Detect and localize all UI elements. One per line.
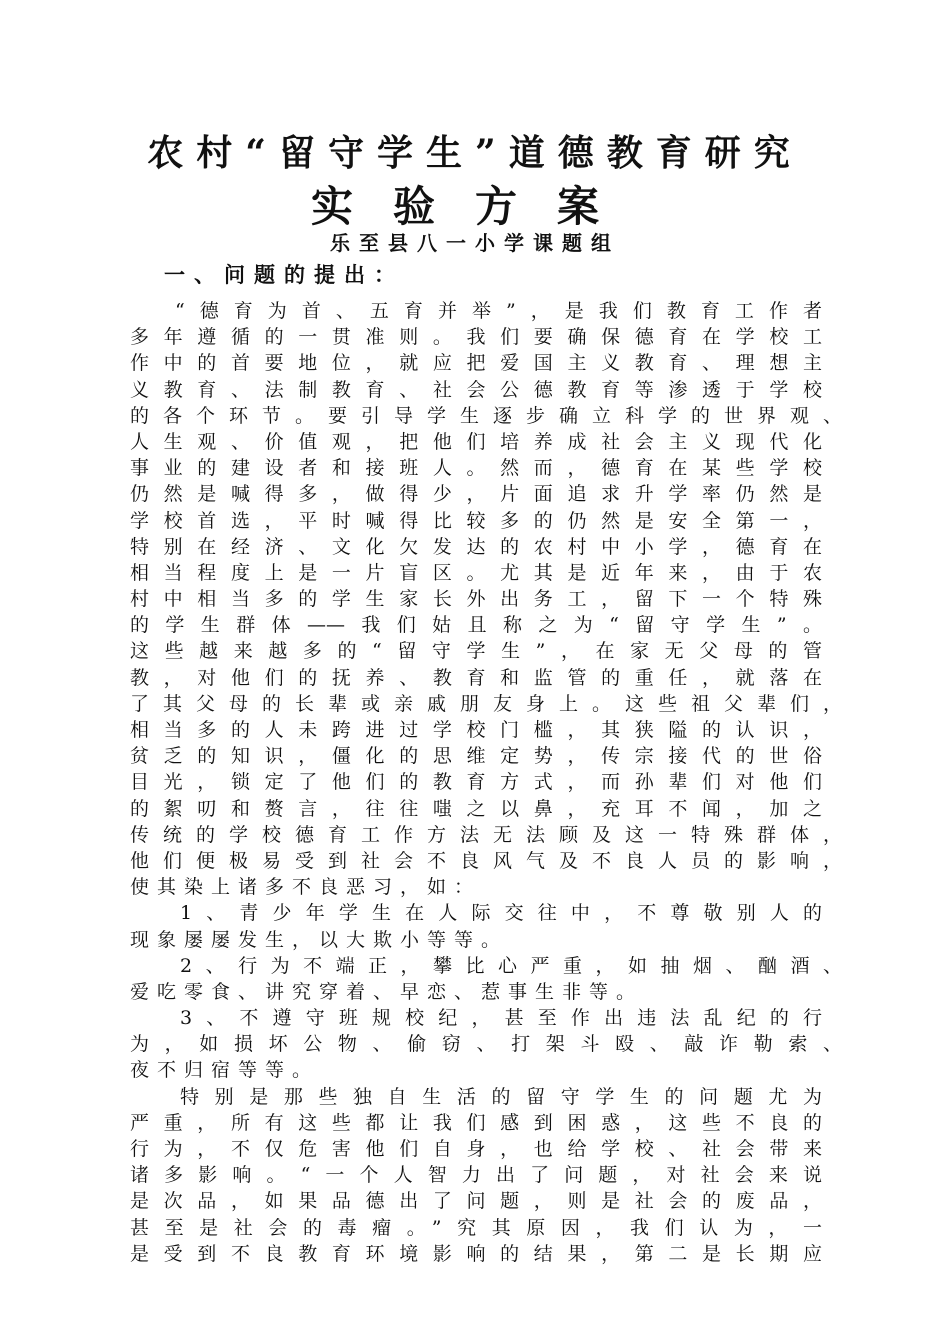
text-line: 是受到不良教育环境影响的结果，第二是长期应 <box>130 1242 822 1265</box>
text-line: 使其染上诸多不良恶习，如： <box>130 876 482 899</box>
text-line: 村中相当多的学生家长外出务工，留下一个特殊 <box>130 588 822 611</box>
text-line: 的絮叨和赘言，往往嗤之以鼻，充耳不闻，加之 <box>130 797 822 820</box>
text-line: 的各个环节。要引导学生逐步确立科学的世界观、 <box>130 404 842 427</box>
text-line: 贫乏的知识，僵化的思维定势，传宗接代的世俗 <box>130 745 822 768</box>
text-line: 人生观、价值观，把他们培养成社会主义现代化 <box>130 430 822 453</box>
list-item: 2、行为不端正，攀比心严重，如抽烟、酗酒、 <box>180 954 842 977</box>
text-line: 甚至是社会的毒瘤。”究其原因，我们认为，一 <box>130 1216 822 1239</box>
text-line: 的学生群体——我们姑且称之为“留守学生”。 <box>130 614 822 637</box>
text-line: 相当程度上是一片盲区。尤其是近年来，由于农 <box>130 561 822 584</box>
text-line: 他们便极易受到社会不良风气及不良人员的影响， <box>130 849 842 872</box>
text-line: 相当多的人未跨进过学校门槛，其狭隘的认识， <box>130 719 822 741</box>
text-line: 了其父母的长辈或亲戚朋友身上。这些祖父辈们， <box>130 692 842 715</box>
text-line: 现象屡屡发生，以大欺小等等。 <box>130 928 509 951</box>
list-item: 1、青少年学生在人际交往中，不尊敬别人的 <box>180 902 822 925</box>
text-line: 事业的建设者和接班人。然而，德育在某些学校 <box>130 457 822 480</box>
text-line: 严重，所有这些都让我们感到困惑，这些不良的 <box>130 1111 822 1134</box>
text-line: 这些越来越多的“留守学生”，在家无父母的管 <box>130 640 822 663</box>
text-line: 传统的学校德育工作方法无法顾及这一特殊群体， <box>130 823 842 846</box>
section-heading: 一、问题的提出： <box>164 262 404 287</box>
text-line: 特别是那些独自生活的留守学生的问题尤为 <box>180 1085 822 1108</box>
text-line: 爱吃零食、讲究穿着、早恋、惹事生非等。 <box>130 980 644 1003</box>
body-text <box>130 298 850 1267</box>
text-line: 义教育、法制教育、社会公德教育等渗透于学校 <box>130 378 822 401</box>
text-line: 目光，锁定了他们的教育方式，而孙辈们对他们 <box>130 771 822 794</box>
document-author: 乐至县八一小学课题组 <box>330 231 620 255</box>
text-line: 诸多影响。“一个人智力出了问题，对社会来说 <box>130 1164 822 1187</box>
list-item: 3、不遵守班规校纪，甚至作出违法乱纪的行 <box>180 1007 822 1030</box>
text-line: 是次品，如果品德出了问题，则是社会的废品， <box>130 1190 822 1213</box>
text-line: 行为，不仅危害他们自身，也给学校、社会带来 <box>130 1138 822 1160</box>
text-line: 教，对他们的抚养、教育和监管的重任，就落在 <box>130 666 822 689</box>
text-line: 仍然是喊得多，做得少，片面追求升学率仍然是 <box>130 483 822 506</box>
text-line: 特别在经济、文化欠发达的农村中小学，德育在 <box>130 535 822 558</box>
document-title: 农村“留守学生”道德教育研究 <box>147 132 803 174</box>
document-subtitle: 实验方案 <box>310 182 639 231</box>
text-line: 多年遵循的一贯准则。我们要确保德育在学校工 <box>130 326 822 349</box>
text-line: 学校首选，平时喊得比较多的仍然是安全第一， <box>130 509 822 532</box>
text-line: “德育为首、五育并举”，是我们教育工作者 <box>175 300 822 322</box>
text-line: 夜不归宿等等。 <box>130 1059 320 1082</box>
text-line: 作中的首要地位，就应把爱国主义教育、理想主 <box>130 352 822 375</box>
text-line: 为，如损坏公物、偷窃、打架斗殴、敲诈勒索、 <box>130 1033 842 1056</box>
